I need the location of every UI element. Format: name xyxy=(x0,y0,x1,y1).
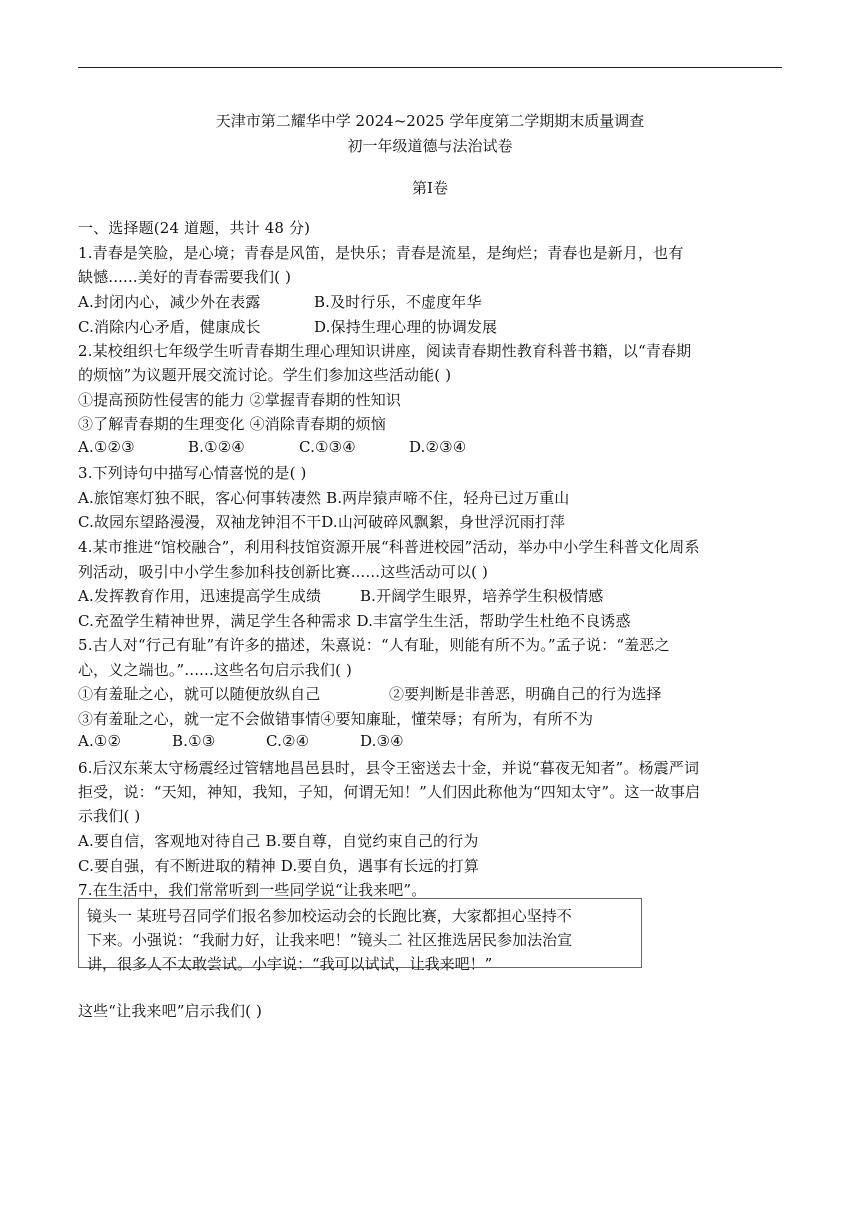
q5-stem-line1: 5.古人对“行己有耻”有许多的描述，朱熹说：“人有耻，则能有所不为。”孟子说：“羞恶之 xyxy=(78,636,670,654)
exam-title: 天津市第二耀华中学 2024~2025 学年度第二学期期末质量调查 xyxy=(215,112,645,130)
q3-stem: 3.下列诗句中描写心情喜悦的是( ) xyxy=(78,464,307,482)
q7-stem: 7.在生活中，我们常常听到一些同学说“让我来吧”。 xyxy=(78,881,427,899)
q4-options-ab xyxy=(78,585,603,606)
q6-stem-line3: 示我们( ) xyxy=(78,807,141,825)
q5-statements-1 xyxy=(78,683,662,704)
q1-option-d: D.保持生理心理的协调发展 xyxy=(314,318,498,336)
q6-stem-line2: 拒受，说：“天知，神知，我知，子知，何谓无知！”人们因此称他为“四知太守”。这一故事启 xyxy=(78,783,701,801)
q7-box-line2: 下来。小强说：“我耐力好，让我来吧！”镜头二 社区推选居民参加法治宣 xyxy=(87,931,573,949)
q6-options-cd: C.要自强，有不断进取的精神 D.要自负，遇事有长远的打算 xyxy=(78,857,480,875)
q6-options-ab: A.要自信，客观地对待自己 B.要自尊，自觉约束自己的行为 xyxy=(78,832,479,850)
q2-option-c: C.①③④ xyxy=(299,438,356,456)
q7-box-line3: 讲，很多人不太敢尝试。小宇说：“我可以试试，让我来吧！” xyxy=(87,955,493,973)
q5-option-c: C.②④ xyxy=(266,732,310,750)
q3-options-ab: A.旅馆寒灯独不眠，客心何事转凄然 B.两岸猿声啼不住，轻舟已过万重山 xyxy=(78,489,570,507)
q5-option-a: A.①② xyxy=(78,732,122,750)
q4-option-a: A.发挥教育作用，迅速提高学生成绩 xyxy=(78,587,322,605)
q1-option-c: C.消除内心矛盾，健康成长 xyxy=(78,318,261,336)
header-rule xyxy=(78,67,782,68)
q7-question: 这些“让我来吧”启示我们( ) xyxy=(78,1002,263,1020)
q3-options-cd: C.故园东望路漫漫，双袖龙钟泪不干D.山河破碎风飘絮，身世浮沉雨打萍 xyxy=(78,513,566,531)
q2-option-d: D.②③④ xyxy=(409,438,467,456)
q7-box-line1: 镜头一 某班号召同学们报名参加校运动会的长跑比赛，大家都担心坚持不 xyxy=(87,907,572,925)
exam-subtitle: 初一年级道德与法治试卷 xyxy=(347,137,513,155)
volume-label: 第Ⅰ卷 xyxy=(412,179,448,197)
q4-stem-line1: 4.某市推进“馆校融合”，利用科技馆资源开展“科普进校园”活动，举办中小学生科普文化周系 xyxy=(78,538,700,556)
q5-stem-line2: 心，义之端也。”......这些名句启示我们( ) xyxy=(78,661,353,679)
q1-options-cd xyxy=(78,316,497,337)
q2-option-a: A.①②③ xyxy=(78,438,135,456)
q1-stem-line2: 缺憾......美好的青春需要我们( ) xyxy=(78,268,292,286)
q6-stem-line1: 6.后汉东莱太守杨震经过管辖地昌邑县时，县令王密送去十金，并说“暮夜无知者”。杨震严词 xyxy=(78,759,700,777)
q2-stem-line2: 的烦恼”为议题开展交流讨论。学生们参加这些活动能( ) xyxy=(78,366,452,384)
q5-statements-2: ③有羞耻之心，就一定不会做错事情④要知廉耻，懂荣辱；有所为，有所不为 xyxy=(78,710,594,728)
q4-option-b: B.开阔学生眼界，培养学生积极情感 xyxy=(360,587,604,605)
q4-options-cd: C.充盈学生精神世界，满足学生各种需求 D.丰富学生生活，帮助学生杜绝不良诱惑 xyxy=(78,612,631,630)
q2-option-b: B.①②④ xyxy=(188,438,245,456)
q2-statements-2: ③了解青春期的生理变化 ④消除青春期的烦恼 xyxy=(78,415,386,433)
q7-material-box xyxy=(78,898,642,973)
q1-option-a: A.封闭内心，减少外在表露 xyxy=(78,293,261,311)
q1-option-b: B.及时行乐，不虚度年华 xyxy=(314,293,482,311)
q2-statements-1: ①提高预防性侵害的能力 ②掌握青春期的性知识 xyxy=(78,391,402,409)
q5-statement-2: ②要判断是非善恶，明确自己的行为选择 xyxy=(389,685,662,703)
q5-option-d: D.③④ xyxy=(360,732,404,750)
q5-options xyxy=(78,732,404,750)
q2-options xyxy=(78,438,466,456)
q1-options-ab xyxy=(78,291,482,312)
q1-stem-line1: 1.青春是笑脸，是心境；青春是风笛，是快乐；青春是流星，是绚烂；青春也是新月，也有 xyxy=(78,244,684,262)
section-heading: 一、选择题(24 道题，共计 48 分) xyxy=(78,219,311,237)
q2-stem-line1: 2.某校组织七年级学生听青春期生理心理知识讲座，阅读青春期性教育科普书籍，以“青春期 xyxy=(78,342,692,360)
q5-option-b: B.①③ xyxy=(172,732,216,750)
q5-statement-1: ①有羞耻之心，就可以随便放纵自己 xyxy=(78,685,321,703)
q4-stem-line2: 列活动，吸引中小学生参加科技创新比赛......这些活动可以( ) xyxy=(78,563,489,581)
